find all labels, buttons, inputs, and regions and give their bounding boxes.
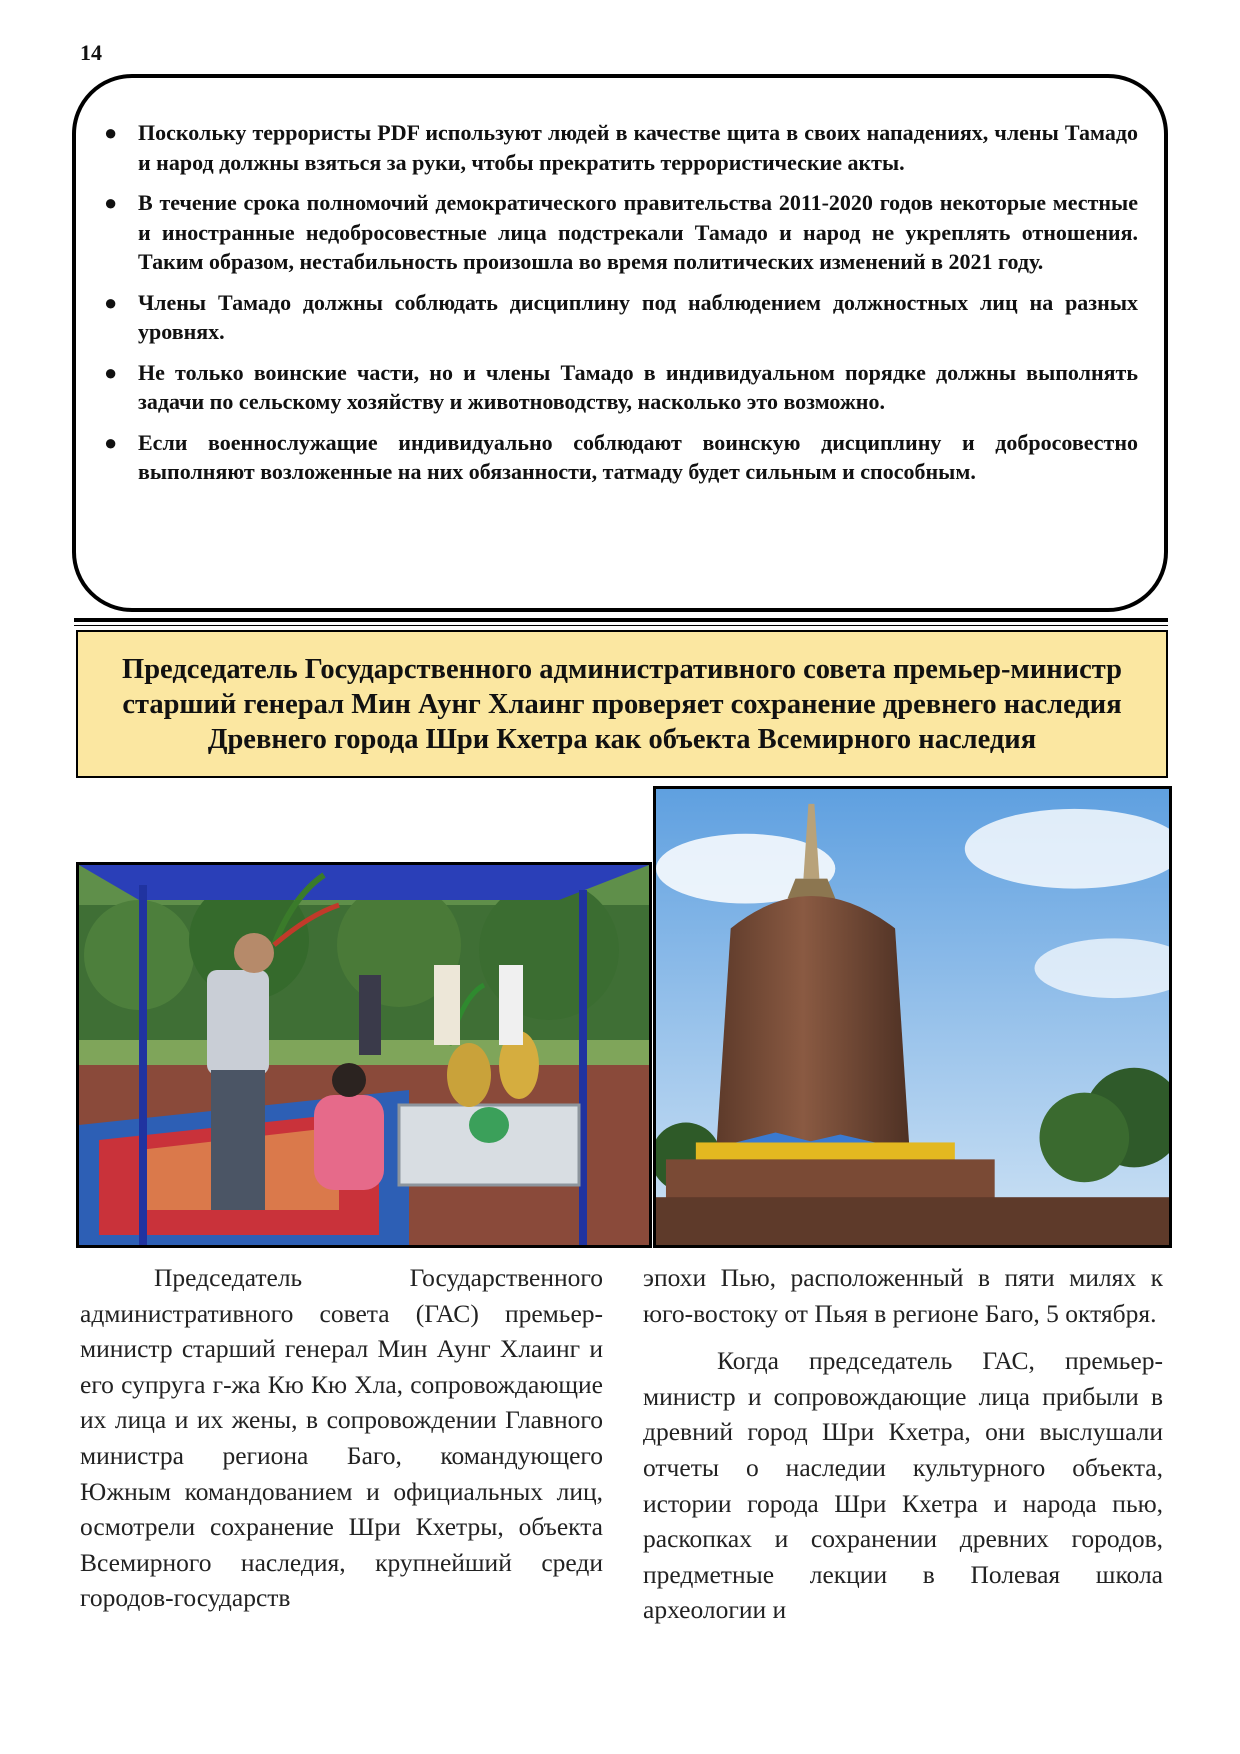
bullet-text: В течение срока полномочий демократического правительства 2011-2020 годов некоторые местные и иностранные недобросовестные лица подстрекали Тамадо и народ не укреплять отношения. Таким образом, нестабильность произошла во время политических изменений в 2021 году. (138, 190, 1138, 274)
article-headline: Председатель Государственного административного совета премьер-министр старший генерал Мин Аунг Хлаинг проверяет сохранение древнего наследия Древнего города Шри Кхетра как объекта Всемирного наследия (122, 653, 1122, 755)
list-item (102, 358, 1138, 417)
headline-box (76, 630, 1168, 778)
list-item (102, 428, 1138, 487)
article-column-right (643, 1260, 1163, 1640)
list-item (102, 118, 1138, 177)
article-paragraph: Председатель Государственного административного совета (ГАС) премьер-министр старший генерал Мин Аунг Хлаинг и его супруга г-жа Кю Кю Хла, сопровождающие их лица и их жены, в сопровождении Главного министра региона Баго, командующего Южным командованием и официальных лиц, осмотрели сохранение Шри Кхетры, объекта Всемирного наследия, крупнейший среди городов-государств (80, 1263, 603, 1613)
bullet-text: Члены Тамадо должны соблюдать дисциплину под наблюдением должностных лиц на разных уровнях. (138, 289, 1138, 344)
bullet-icon: ● (104, 359, 118, 385)
stupa-illustration (656, 789, 1169, 1245)
ceremony-illustration (79, 865, 649, 1245)
article-paragraph: эпохи Пью, расположенный в пяти милях к юго-востоку от Пьяя в регионе Баго, 5 октября. (643, 1263, 1163, 1328)
stupa-photo (653, 786, 1172, 1248)
list-item (102, 288, 1138, 347)
section-divider (74, 618, 1168, 622)
bullet-text: Если военнослужащие индивидуально соблюдают воинскую дисциплину и добросовестно выполняют возложенные на них обязанности, татмаду будет сильным и способным. (138, 429, 1138, 484)
bullet-text: Поскольку террористы PDF используют людей в качестве щита в своих нападениях, члены Тамадо и народ должны взяться за руки, чтобы прекратить террористические акты. (138, 120, 1138, 175)
article-column-left (80, 1260, 603, 1628)
bullet-icon: ● (104, 190, 118, 215)
bullet-icon: ● (104, 289, 118, 315)
bullet-text: Не только воинские части, но и члены Тамадо в индивидуальном порядке должны выполнять задачи по сельскому хозяйству и животноводству, насколько это возможно. (138, 359, 1138, 414)
article-paragraph: Когда председатель ГАС, премьер-министр и сопровождающие лица прибыли в древний город Шри Кхетра, они выслушали отчеты о наследии культурного объекта, истории города Шри Кхетра и народа пью, раскопках и сохранении древних городов, предметные лекции в Полевая школа археологии и (643, 1346, 1163, 1625)
bullet-icon: ● (104, 120, 118, 145)
section-divider-thin (74, 625, 1168, 626)
page-number: 14 (80, 40, 102, 65)
ceremony-photo (76, 862, 652, 1248)
list-item (102, 188, 1138, 277)
bullet-icon: ● (104, 429, 118, 455)
key-points-list (102, 118, 1138, 498)
